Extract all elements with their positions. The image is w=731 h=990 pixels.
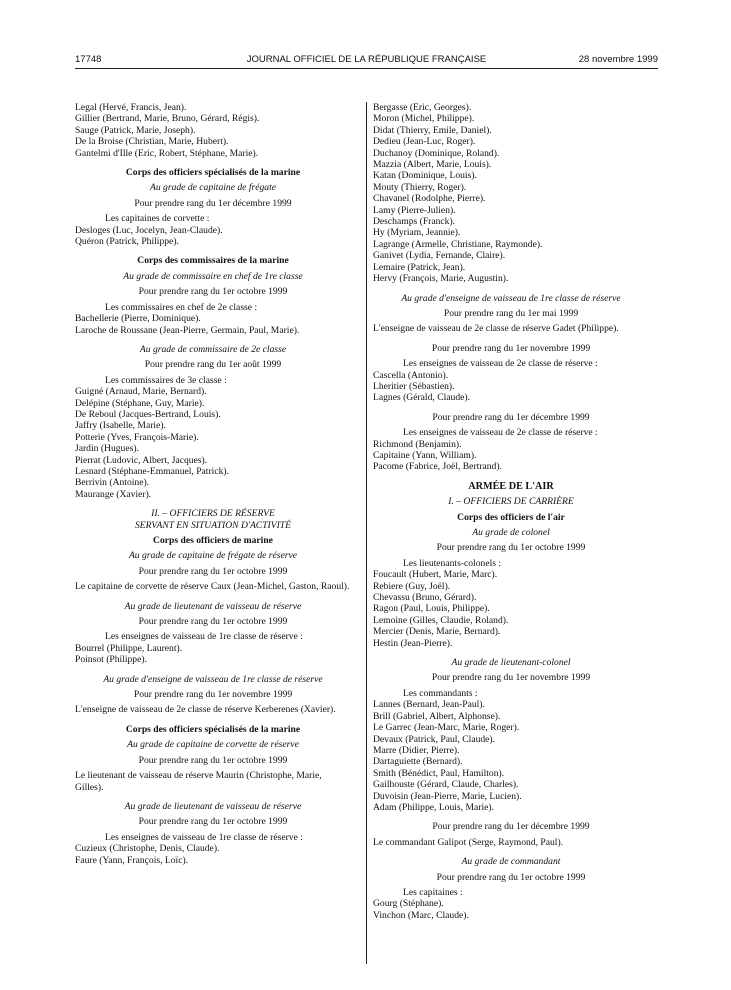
right-column [373, 102, 649, 921]
list-item: L'enseigne de vaisseau de 2e classe de réserve Kerberenes (Xavier). [75, 704, 336, 716]
section-heading: Corps des commissaires de la marine [137, 255, 289, 267]
grade-subheading: Au grade de commandant [461, 856, 561, 868]
list-item: Pierrat (Ludovic, Albert, Jacques). [75, 454, 208, 466]
list-item: Faure (Yann, François, Loïc). [75, 854, 189, 866]
grade-subheading: Au grade d'enseigne de vaisseau de 1re classe de réserve [103, 673, 323, 685]
list-item: Richmond (Benjamin). [373, 438, 462, 450]
rank-date-line: Pour prendre rang du 1er décembre 1999 [134, 197, 292, 209]
publication-date: 28 novembre 1999 [578, 54, 658, 65]
list-item: Smith (Bénédict, Paul, Hamilton). [373, 767, 505, 779]
section-heading: Corps des officiers spécialisés de la marine [125, 167, 301, 179]
rank-date-line: Pour prendre rang du 1er octobre 1999 [138, 816, 288, 828]
page-header [75, 54, 658, 68]
part-title: SERVANT EN SITUATION D'ACTIVITÉ [134, 519, 291, 531]
grade-subheading: Au grade d'enseigne de vaisseau de 1re classe de réserve [401, 292, 621, 304]
rank-date-line: Pour prendre rang du 1er octobre 1999 [138, 286, 288, 298]
intro-line: Les commandants : [403, 687, 478, 699]
list-item: Bourrel (Philippe, Laurent). [75, 642, 183, 654]
list-item: Didat (Thierry, Emile, Daniel). [373, 124, 492, 136]
list-item: Pacome (Fabrice, Joël, Bertrand). [373, 461, 502, 473]
list-item: Cuzieux (Christophe, Denis, Claude). [75, 843, 220, 855]
intro-line: Les enseignes de vaisseau de 1re classe de réserve : [105, 631, 303, 643]
rank-date-line: Pour prendre rang du 1er octobre 1999 [138, 616, 288, 628]
list-item: Katan (Dominique, Louis). [373, 170, 477, 182]
grade-subheading: Au grade de capitaine de frégate [149, 182, 277, 194]
list-item: Potterie (Yves, François-Marie). [75, 431, 199, 443]
list-item: Sauge (Patrick, Marie, Joseph). [75, 124, 196, 136]
list-item: Devaux (Patrick, Paul, Claude). [373, 733, 496, 745]
section-heading: Corps des officiers de marine [153, 535, 273, 546]
list-item: Lemaire (Patrick, Jean). [373, 261, 466, 273]
intro-line: Les capitaines de corvette : [105, 213, 210, 225]
list-item: Duchanoy (Dominique, Roland). [373, 147, 500, 159]
list-item: Moron (Michel, Philippe). [373, 113, 475, 125]
list-item: Vinchon (Marc, Claude). [373, 909, 469, 921]
list-item: Foucault (Hubert, Marie, Marc). [373, 569, 498, 581]
grade-subheading: Au grade de commissaire en chef de 1re classe [123, 270, 303, 282]
list-item: Gantelmi d'Ille (Eric, Robert, Stéphane, Marie). [75, 147, 259, 159]
list-item: De la Broise (Christian, Marie, Hubert). [75, 136, 229, 148]
rank-date-line: Pour prendre rang du 1er novembre 1999 [431, 342, 591, 354]
list-item: Le commandant Galipot (Serge, Raymond, Paul). [373, 836, 564, 848]
grade-subheading: Au grade de capitaine de corvette de réserve [127, 739, 299, 751]
rank-date-line: Pour prendre rang du 1er octobre 1999 [138, 754, 288, 766]
list-item: Jardin (Hugues). [75, 443, 139, 455]
section-heading: Corps des officiers spécialisés de la marine [125, 723, 301, 735]
intro-line: Les lieutenants-colonels : [403, 557, 502, 569]
list-item: Mercier (Denis, Marie, Bernard). [373, 626, 501, 638]
list-item: Guigné (Arnaud, Marie, Bernard). [75, 386, 207, 398]
list-item: Ragon (Paul, Louis, Philippe). [373, 603, 490, 615]
list-item: Capitaine (Yann, William). [373, 449, 477, 461]
list-item: Mazzia (Albert, Marie, Louis). [373, 159, 492, 171]
list-item: Deschamps (Franck). [373, 216, 456, 228]
list-item: Brill (Gabriel, Albert, Alphonse). [373, 710, 501, 722]
page-number: 17748 [75, 54, 102, 65]
intro-line: Les commissaires de 3e classe : [105, 374, 227, 386]
list-item: Quéron (Patrick, Philippe). [75, 236, 179, 248]
list-item: Lemoine (Gilles, Claudie, Roland). [373, 614, 509, 626]
grade-subheading: Au grade de lieutenant de vaisseau de réserve [124, 600, 302, 612]
list-item: Berrivin (Antoine). [75, 477, 150, 489]
list-item: Laroche de Roussane (Jean-Pierre, Germain, Paul, Marie). [75, 324, 300, 336]
list-item: De Reboul (Jacques-Bertrand, Louis). [75, 408, 221, 420]
rank-date-line: Pour prendre rang du 1er novembre 1999 [431, 672, 591, 684]
grade-subheading: Au grade de capitaine de frégate de réserve [128, 550, 298, 562]
list-item: Maurange (Xavier). [75, 488, 152, 500]
list-item: Ganivet (Lydia, Fernande, Claire). [373, 250, 506, 262]
journal-title: JOURNAL OFFICIEL DE LA RÉPUBLIQUE FRANÇAISE [246, 54, 487, 65]
list-item: Hestin (Jean-Pierre). [373, 637, 453, 649]
list-item: Le capitaine de corvette de réserve Caux (Jean-Michel, Gaston, Raoul). [75, 581, 350, 593]
rank-date-line: Pour prendre rang du 1er novembre 1999 [133, 689, 293, 701]
intro-line: Les commissaires en chef de 2e classe : [105, 301, 258, 313]
list-item: Le Garrec (Jean-Marc, Marie, Roger). [373, 722, 520, 734]
grade-subheading: Au grade de colonel [472, 527, 550, 538]
rank-date-line: Pour prendre rang du 1er décembre 1999 [432, 411, 590, 423]
list-item: Desloges (Luc, Jocelyn, Jean-Claude). [75, 224, 223, 236]
rank-date-line: Pour prendre rang du 1er mai 1999 [443, 307, 579, 319]
intro-line: Les enseignes de vaisseau de 2e classe de réserve : [403, 427, 598, 439]
list-item: Rebiere (Guy, Joël). [373, 580, 451, 592]
list-item: Bachellerie (Pierre, Dominique). [75, 313, 201, 325]
list-item: Jaffry (Isabelle, Marie). [75, 420, 166, 432]
part-title: I. – OFFICIERS DE CARRIÈRE [448, 496, 574, 508]
list-item: Lagrange (Armelle, Christiane, Raymonde). [373, 238, 543, 250]
list-item: Gourg (Stéphane). [373, 898, 444, 910]
list-item: Cascella (Antonio). [373, 369, 449, 381]
list-item: Hy (Myriam, Jeannie). [373, 227, 461, 239]
column-divider [366, 102, 367, 964]
grade-subheading: Au grade de commissaire de 2e classe [139, 343, 287, 355]
list-item: L'enseigne de vaisseau de 2e classe de réserve Gadet (Philippe). [373, 323, 619, 335]
rank-date-line: Pour prendre rang du 1er août 1999 [144, 359, 282, 371]
list-item: Le lieutenant de vaisseau de réserve Maurin (Christophe, Marie, Gilles). [75, 770, 322, 793]
army-heading: ARMÉE DE L'AIR [468, 480, 554, 492]
list-item: Bergasse (Eric, Georges). [373, 102, 472, 113]
list-item: Mouty (Thierry, Roger). [373, 181, 467, 193]
list-item: Hervy (François, Marie, Augustin). [373, 273, 509, 285]
list-item: Dedieu (Jean-Luc, Roger). [373, 136, 476, 148]
list-item: Adam (Philippe, Louis, Marie). [373, 801, 494, 813]
list-item: Lannes (Bernard, Jean-Paul). [373, 699, 485, 711]
list-item: Lheritier (Sébastien). [373, 380, 455, 392]
grade-subheading: Au grade de lieutenant de vaisseau de réserve [124, 800, 302, 812]
list-item: Lagnes (Gérald, Claude). [373, 392, 470, 404]
list-item: Gailhouste (Gérard, Claude, Charles). [373, 779, 519, 791]
list-item: Dartaguiette (Bernard). [373, 756, 463, 768]
rank-date-line: Pour prendre rang du 1er décembre 1999 [432, 821, 590, 833]
list-item: Duvoisin (Jean-Pierre, Marie, Lucien). [373, 790, 522, 802]
list-item: Lesnard (Stéphane-Emmanuel, Patrick). [75, 465, 229, 477]
rank-date-line: Pour prendre rang du 1er octobre 1999 [436, 871, 586, 883]
rank-date-line: Pour prendre rang du 1er octobre 1999 [138, 565, 288, 577]
list-item: Lamy (Pierre-Julien). [373, 204, 456, 216]
grade-subheading: Au grade de lieutenant-colonel [451, 657, 571, 669]
list-item: Marre (Didier, Pierre). [373, 744, 460, 756]
left-column [75, 102, 351, 866]
section-heading: Corps des officiers de l'air [457, 511, 565, 523]
list-item: Delépine (Stéphane, Guy, Marie). [75, 397, 205, 409]
intro-line: Les capitaines : [403, 886, 463, 898]
intro-line: Les enseignes de vaisseau de 2e classe de réserve : [403, 358, 598, 370]
list-item: Poinsot (Philippe). [75, 654, 147, 666]
list-item: Legal (Hervé, Francis, Jean). [75, 102, 187, 113]
rank-date-line: Pour prendre rang du 1er octobre 1999 [436, 542, 586, 554]
header-rule [75, 68, 658, 69]
intro-line: Les enseignes de vaisseau de 1re classe de réserve : [105, 831, 303, 843]
part-title: II. – OFFICIERS DE RÉSERVE [151, 508, 275, 520]
list-item: Chavanel (Rodolphe, Pierre). [373, 193, 486, 205]
list-item: Gillier (Bertrand, Marie, Bruno, Gérard, Régis). [75, 113, 260, 125]
list-item: Chevassu (Bruno, Gérard). [373, 592, 477, 604]
